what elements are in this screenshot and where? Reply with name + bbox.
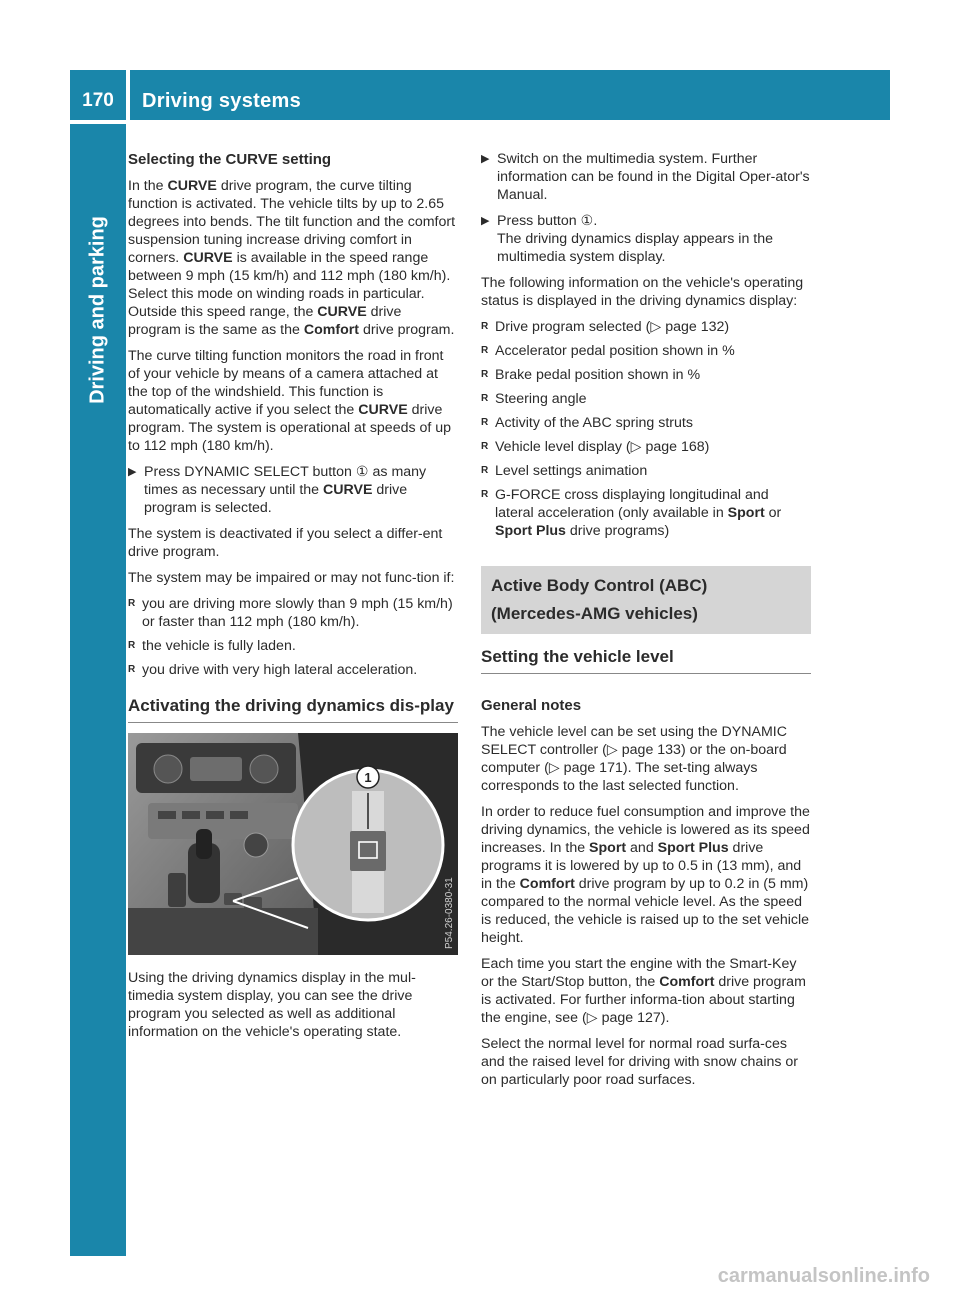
bullet-icon: R bbox=[128, 664, 136, 675]
list-item: R G-FORCE cross displaying longitudinal and lateral acceleration (only available in Sport or Sport Plus drive programs) bbox=[481, 487, 782, 539]
paragraph: The curve tilting function monitors the road in front of your vehicle by means of a camera attached at the top of the windshield. This function is automatically active if you select the CURVE drive program. The system is operational at speeds of up to 112 mph (180 km/h). bbox=[128, 348, 452, 454]
list-item: R Level settings animation bbox=[481, 463, 648, 479]
instruction-step: ▶ Press DYNAMIC SELECT button ① as many times as necessary until the CURVE drive program is selected. bbox=[128, 464, 427, 516]
paragraph: The vehicle level can be set using the DYNAMIC SELECT controller (▷ page 133) or the on-board computer (▷ page 171). The set-ting always corresponds to the last selected function. bbox=[481, 724, 787, 794]
list-item: R the vehicle is fully laden. bbox=[128, 638, 296, 654]
paragraph: The following information on the vehicle's operating status is displayed in the driving dynamics display: bbox=[481, 275, 804, 309]
figure-code: P54.26-0380-31 bbox=[444, 877, 455, 949]
bullet-icon: R bbox=[481, 465, 489, 476]
bullet-icon: R bbox=[481, 489, 489, 500]
paragraph: In order to reduce fuel consumption and improve the driving dynamics, the vehicle is lowered as its speed increases. In the Sport and Sport Plus drive programs it is lowered by up to 0.5 in (13 mm), and in the Comfort drive program by up to 0.2 in (5 mm) compared to the normal vehicle level. As the speed is reduced, the vehicle is raised up to the set vehicle height. bbox=[481, 804, 810, 946]
list-item: R Drive program selected (▷ page 132) bbox=[481, 319, 730, 335]
paragraph: Each time you start the engine with the Smart-Key or the Start/Stop button, the Comfort drive program is activated. For further informa-tion about starting the engine, see (▷ page 127). bbox=[481, 956, 806, 1026]
list-item: R Accelerator pedal position shown in % bbox=[481, 343, 735, 359]
paragraph: The system is deactivated if you select a differ-ent drive program. bbox=[128, 526, 443, 560]
list-item: R Steering angle bbox=[481, 391, 587, 407]
section-heading-curve: Selecting the CURVE setting bbox=[128, 151, 332, 168]
paragraph: The system may be impaired or may not func-tion if: bbox=[128, 570, 455, 586]
instruction-step: ▶ Switch on the multimedia system. Further information can be found in the Digital Oper-ator's Manual. bbox=[481, 151, 810, 203]
list-item: R you are driving more slowly than 9 mph (15 km/h) or faster than 112 mph (180 km/h). bbox=[128, 596, 453, 630]
list-item: R Brake pedal position shown in % bbox=[481, 367, 701, 383]
chapter-title: Driving systems bbox=[142, 90, 302, 112]
subsection-heading-general: General notes bbox=[481, 697, 582, 714]
list-item: R Vehicle level display (▷ page 168) bbox=[481, 439, 710, 455]
sidebar-label: Driving and parking bbox=[86, 216, 109, 404]
callout-number: 1 bbox=[364, 770, 372, 785]
bullet-icon: R bbox=[481, 417, 489, 428]
bullet-icon: R bbox=[128, 640, 136, 651]
paragraph: Select the normal level for normal road surfa-ces and the raised level for driving with snow chains or on particularly poor road surfaces. bbox=[481, 1036, 799, 1088]
bullet-icon: R bbox=[481, 321, 489, 332]
paragraph: Using the driving dynamics display in the mul-timedia system display, you can see the drive program you selected as well as additional information on the vehicle's operating state. bbox=[128, 970, 416, 1040]
section-box bbox=[481, 566, 811, 634]
section-heading-vehicle-level: Setting the vehicle level bbox=[481, 644, 811, 674]
list-item: R Activity of the ABC spring struts bbox=[481, 415, 693, 431]
bullet-icon: R bbox=[481, 441, 489, 452]
section-heading-abc: Active Body Control (ABC) (Mercedes-AMG vehicles) bbox=[491, 576, 708, 623]
bullet-icon: R bbox=[481, 393, 489, 404]
page-header bbox=[70, 70, 890, 120]
arrow-icon: ▶ bbox=[481, 153, 490, 165]
left-column bbox=[128, 150, 458, 1049]
bullet-icon: R bbox=[481, 369, 489, 380]
arrow-icon: ▶ bbox=[481, 215, 490, 227]
section-heading-activating: Activating the driving dynamics dis-play bbox=[128, 693, 458, 723]
instruction-step: ▶ Press button ①. The driving dynamics display appears in the multimedia system display. bbox=[481, 213, 774, 265]
bullet-icon: R bbox=[481, 345, 489, 356]
bullet-icon: R bbox=[128, 598, 136, 609]
console-figure bbox=[128, 733, 458, 955]
list-item: R you drive with very high lateral acceleration. bbox=[128, 662, 418, 678]
center-console-illustration bbox=[128, 733, 458, 955]
arrow-icon: ▶ bbox=[128, 466, 137, 478]
paragraph: In the CURVE drive program, the curve tilting function is activated. The vehicle tilts by up to 2.65 degrees into bends. The tilt function and the comfort suspension tuning increase driving comfort in corners. CURVE is available in the speed range between 9 mph (15 km/h) and 112 mph (180 km/h). Select this mode on winding roads in particular. Outside this speed range, the CURVE drive program is the same as the Comfort drive program. bbox=[128, 178, 456, 338]
header-separator bbox=[126, 70, 130, 120]
right-column bbox=[481, 150, 811, 1097]
watermark: carmanualsonline.info bbox=[717, 1265, 930, 1287]
page-number: 170 bbox=[82, 90, 114, 111]
